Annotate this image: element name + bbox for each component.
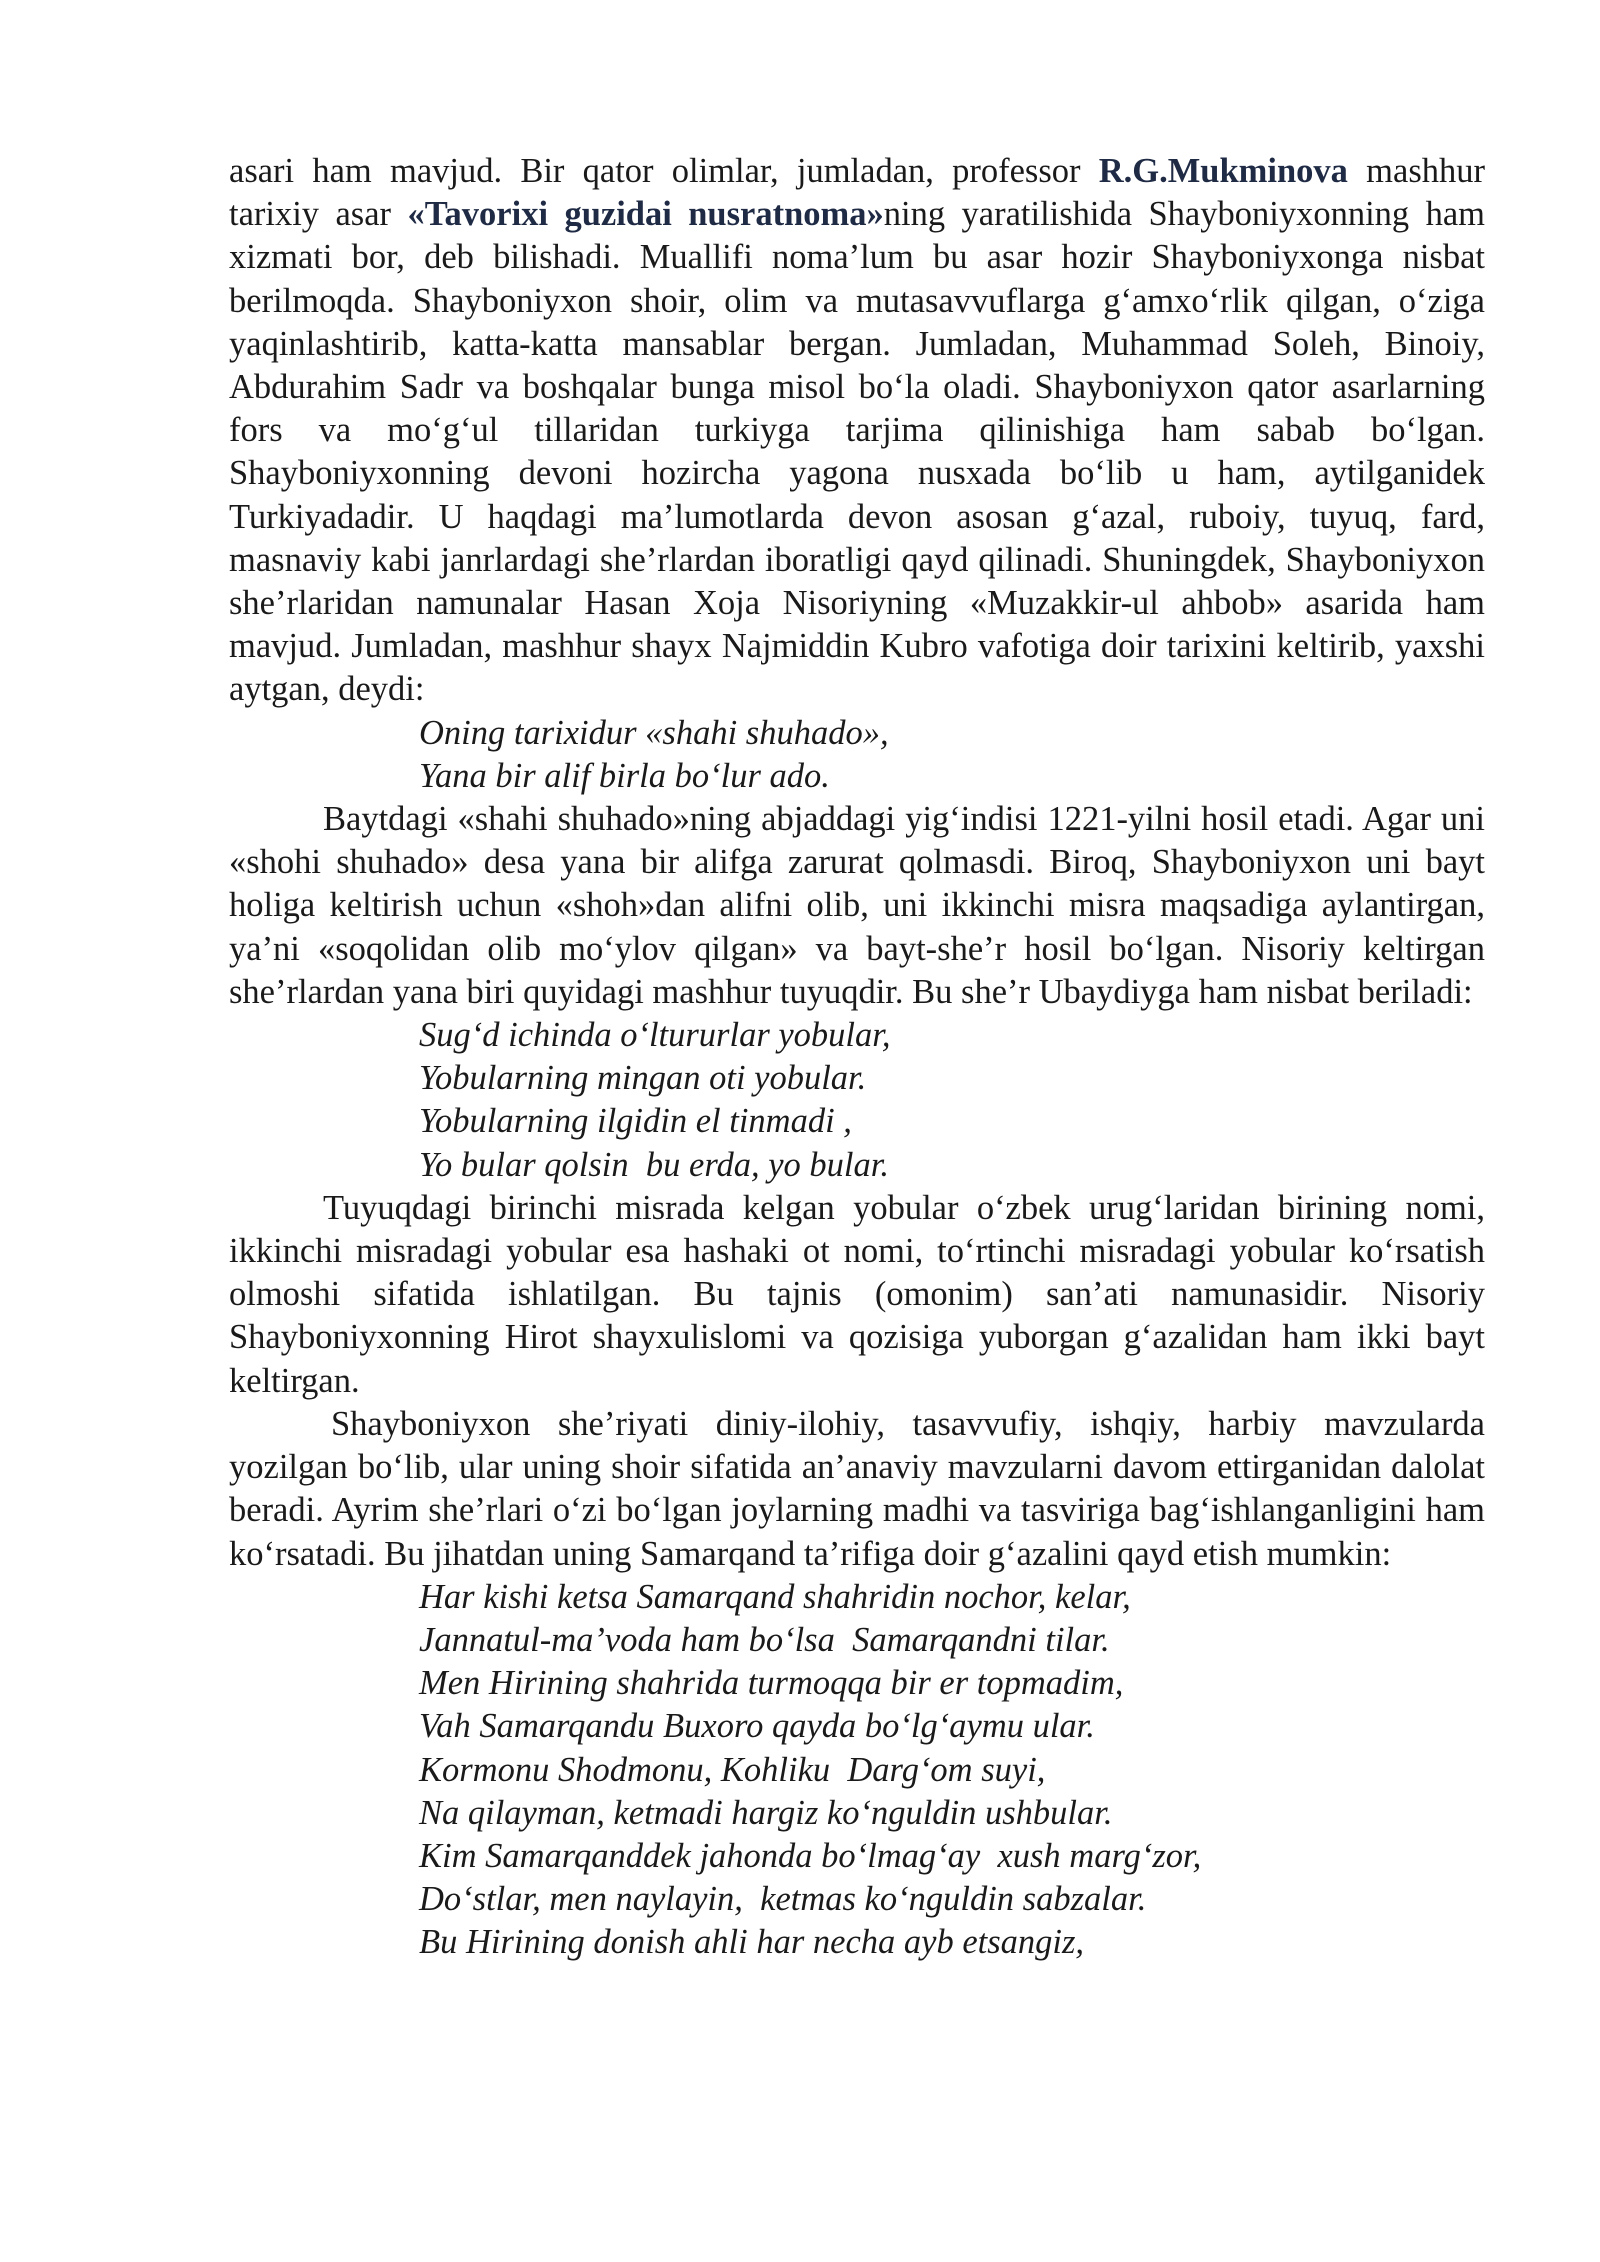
verse-line: Har kishi ketsa Samarqand shahridin nochor, kelar,	[419, 1577, 1131, 1616]
verse-line: Men Hirining shahrida turmoqqa bir er topmadim,	[419, 1664, 1124, 1703]
verse-block-3	[229, 1576, 1485, 1965]
verse-line: Kormonu Shodmonu, Kohliku Darg‘om suyi,	[419, 1750, 1046, 1789]
verse-line: Yobularning ilgidin el tinmadi ,	[419, 1102, 852, 1141]
paragraph-1-text-start: asari ham mavjud. Bir qator olimlar, jumladan, professor	[229, 152, 1099, 190]
verse-line: Do‘stlar, men naylayin, ketmas ko‘nguldin sabzalar.	[419, 1880, 1147, 1919]
verse-line: Yo bular qolsin bu erda, yo bular.	[419, 1145, 889, 1184]
paragraph-1-text-end: ning yaratilishida Shayboniyxonning ham xizmati bor, deb bilishadi. Muallifi noma’lum bu asar hozir Shayboniyxonga nisbat berilmoqda. Shayboniyxon shoir, olim va mutasavvuflarga g‘amxo‘rlik qilgan, o‘ziga yaqinlashtirib, katta-katta mansablar bergan. Jumladan, Muhammad Soleh, Binoiy, Abdurahim Sadr va boshqalar bunga misol bo‘la oladi. Shayboniyxon qator asarlarning fors va mo‘g‘ul tillaridan turkiyga tarjima qilinishiga ham sabab bo‘lgan. Shayboniyxonning devoni hozircha yagona nusxada bo‘lib u ham, aytilganidek Turkiyadadir. U haqdagi ma’lumotlarda devon asosan g‘azal, ruboiy, tuyuq, fard, masnaviy kabi janrlardagi she’rlardan iboratligi qayd qilinadi. Shuningdek, Shayboniyxon she’rlaridan namunalar Hasan Xoja Nisoriyning «Muzakkir-ul ahbob» asarida ham mavjud. Jumladan, mashhur shayx Najmiddin Kubro vafotiga doir tarixini keltirib, yaxshi aytgan, deydi:	[229, 195, 1485, 709]
verse-line: Yobularning mingan oti yobular.	[419, 1059, 867, 1098]
verse-line: Vah Samarqandu Buxoro qayda bo‘lg‘aymu ular.	[419, 1707, 1095, 1746]
author-name: R.G.Mukminova	[1098, 152, 1348, 190]
verse-line: Bu Hirining donish ahli har necha ayb etsangiz,	[419, 1923, 1085, 1962]
paragraph-2: Baytdagi «shahi shuhado»ning abjaddagi yig‘indisi 1221-yilni hosil etadi. Agar uni «shohi shuhado» desa yana bir alifga zarurat qolmasdi. Biroq, Shayboniyxon uni bayt holiga keltirish uchun «shoh»dan alifni olib, uni ikkinchi misra maqsadiga aylantirgan, ya’ni «soqolidan olib mo‘ylov qilgan» va bayt-she’r hosil bo‘lgan. Nisoriy keltirgan she’rlardan yana biri quyidagi mashhur tuyuqdir. Bu she’r Ubaydiyga ham nisbat beriladi:	[229, 800, 1485, 1011]
verse-line: Jannatul-ma’voda ham bo‘lsa Samarqandni tilar.	[419, 1620, 1110, 1659]
verse-line: Yana bir alif birla bo‘lur ado.	[419, 756, 830, 795]
verse-line: Kim Samarqanddek jahonda bo‘lmag‘ay xush marg‘zor,	[419, 1836, 1202, 1875]
document-page	[229, 150, 1485, 1965]
verse-block-2	[229, 1014, 1485, 1187]
paragraph-1-text-middle: mashhur tarixiy asar	[229, 152, 1485, 234]
paragraph-4: Shayboniyxon she’riyati diniy-ilohiy, tasavvufiy, ishqiy, harbiy mavzularda yozilgan bo‘lib, ular uning shoir sifatida an’anaviy mavzularni davom ettirganidan dalolat beradi. Ayrim she’rlari o‘zi bo‘lgan joylarning madhi va tasviriga bag‘ishlanganligini ham ko‘rsatadi. Bu jihatdan uning Samarqand ta’rifiga doir g‘azalini qayd etish mumkin:	[229, 1404, 1485, 1573]
verse-block-1	[229, 712, 1485, 798]
work-title: «Tavorixi guzidai nusratnoma»	[407, 195, 884, 234]
paragraph-3: Tuyuqdagi birinchi misrada kelgan yobular o‘zbek urug‘laridan birining nomi, ikkinchi misradagi yobular esa hashaki ot nomi, to‘rtinchi misradagi yobular ko‘rsatish olmoshi sifatida ishlatilgan. Bu tajnis (omonim) san’ati namunasidir. Nisoriy Shayboniyxonning Hirot shayxulislomi va qozisiga yuborgan g‘azalidan ham ikki bayt keltirgan.	[229, 1188, 1485, 1400]
verse-line: Sug‘d ichinda o‘ltururlar yobular,	[419, 1016, 891, 1055]
paragraph-1	[229, 150, 1485, 712]
verse-line: Na qilayman, ketmadi hargiz ko‘nguldin ushbular.	[419, 1793, 1113, 1832]
verse-line: Oning tarixidur «shahi shuhado»,	[419, 713, 889, 752]
